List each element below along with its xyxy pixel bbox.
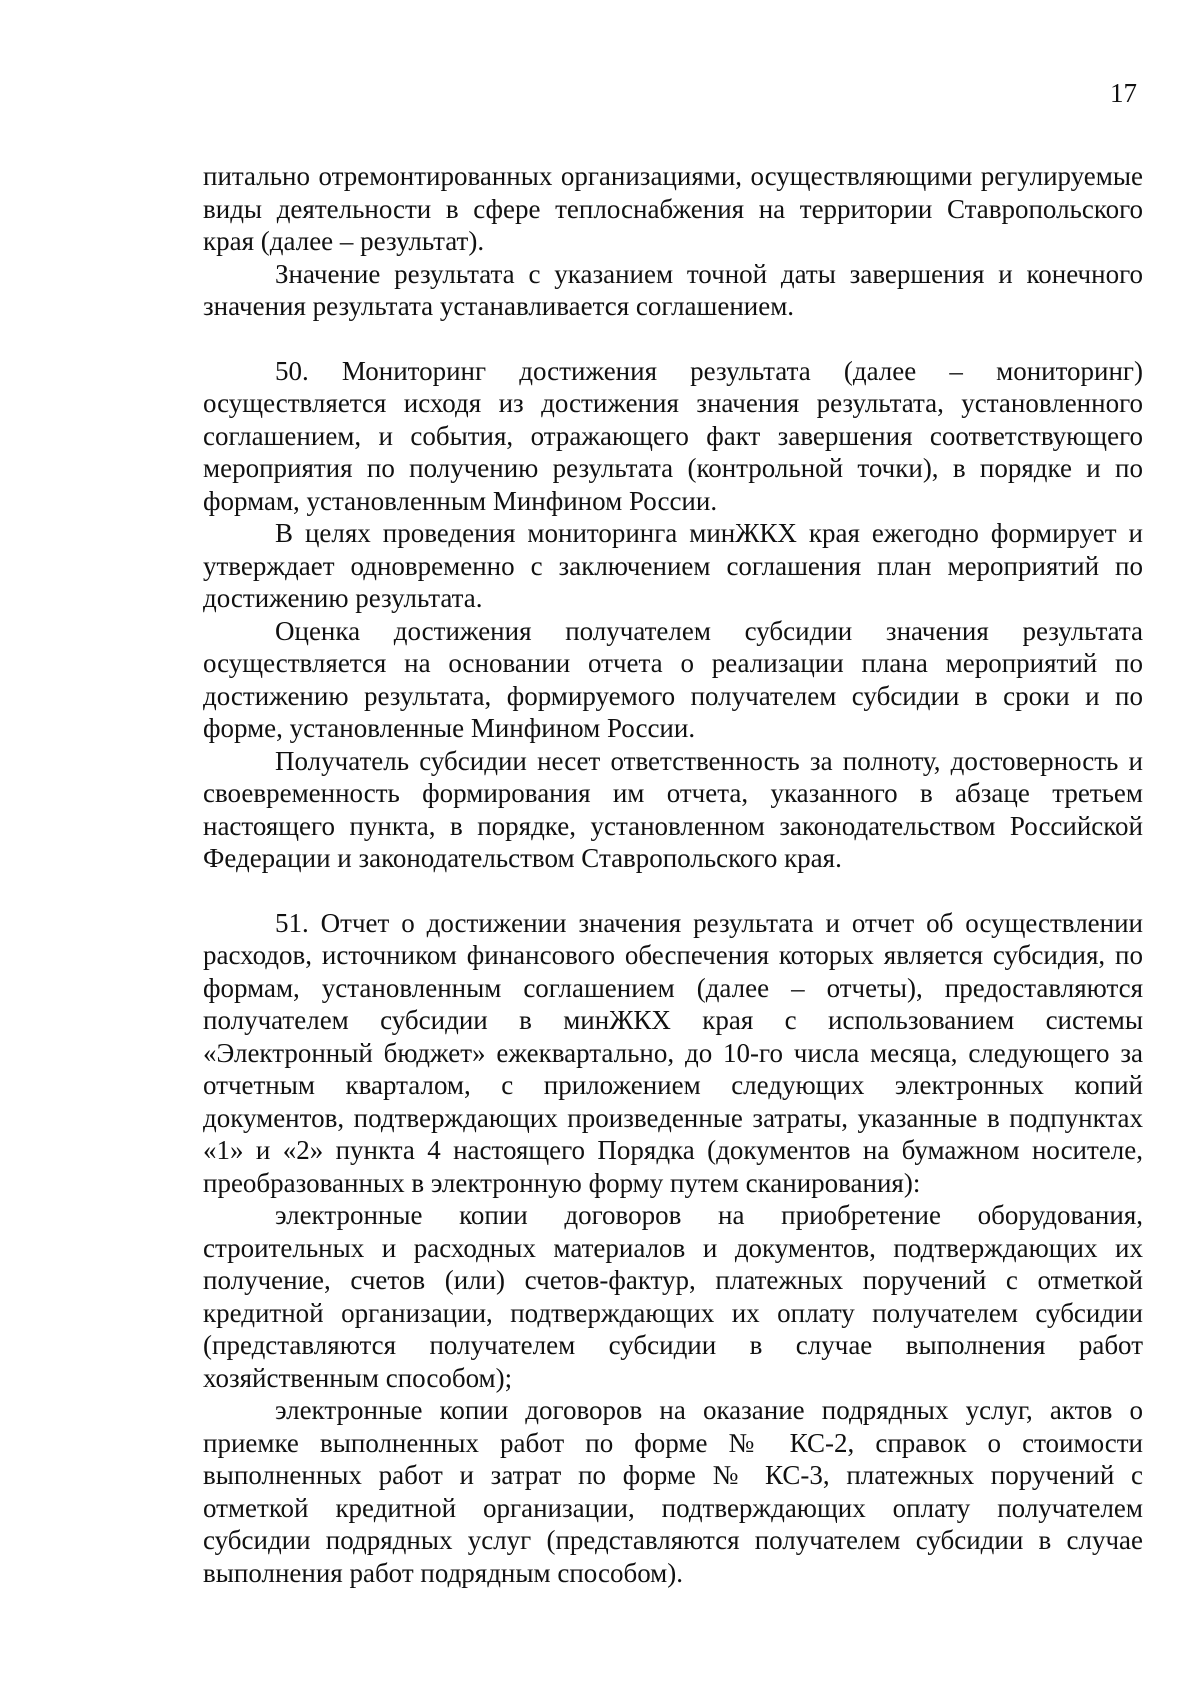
paragraph-continuation: питально отремонтированных организациями, осуществляющими регулируемые виды деятельности в сфере теплоснабжения на территории Ставропольского края (далее – результат).	[203, 161, 1143, 256]
page-number: 17	[1110, 78, 1137, 108]
paragraph: В целях проведения мониторинга минЖКХ края ежегодно формирует и утверждает одновременно с заключением соглашения план мероприятий по достижению результата.	[203, 518, 1143, 613]
paragraph-list-item: электронные копии договоров на оказание подрядных услуг, актов о приемке выполненных работ по форме № КС-2, справок о стоимости выполненных работ и затрат по форме № КС-3, платежных поручений с отметкой кредитной организации, подтверждающих оплату получателем субсидии подрядных услуг (представляются получателем субсидии в случае выполнения работ подрядным способом).	[203, 1395, 1143, 1588]
paragraph: Оценка достижения получателем субсидии значения результата осуществляется на основании отчета о реализации плана мероприятий по достижению результата, формируемого получателем субсидии в сроки и по форме, установленные Минфином России.	[203, 615, 1143, 743]
document-body	[203, 160, 1143, 1589]
paragraph: Значение результата с указанием точной даты завершения и конечного значения результата устанавливается соглашением.	[203, 258, 1143, 321]
paragraph-item-50: 50. Мониторинг достижения результата (далее – мониторинг) осуществляется исходя из достижения значения результата, установленного соглашением, и события, отражающего факт завершения соответствующего мероприятия по получению результата (контрольной точки), в порядке и по формам, установленным Минфином России.	[203, 355, 1143, 516]
paragraph-item-51: 51. Отчет о достижении значения результата и отчет об осуществлении расходов, источником финансового обеспечения которых является субсидия, по формам, установленным соглашением (далее – отчеты), предоставляются получателем субсидии в минЖКХ края с использованием системы «Электронный бюджет» ежеквартально, до 10-го числа месяца, следующего за отчетным кварталом, с приложением следующих электронных копий документов, подтверждающих произведенные затраты, указанные в подпунктах «1» и «2» пункта 4 настоящего Порядка (документов на бумажном носителе, преобразованных в электронную форму путем сканирования):	[203, 907, 1143, 1198]
paragraph-list-item: электронные копии договоров на приобретение оборудования, строительных и расходных материалов и документов, подтверждающих их получение, счетов (или) счетов-фактур, платежных поручений с отметкой кредитной организации, подтверждающих их оплату получателем субсидии (представляются получателем субсидии в случае выполнения работ хозяйственным способом);	[203, 1200, 1143, 1393]
paragraph: Получатель субсидии несет ответственность за полноту, достоверность и своевременность формирования им отчета, указанного в абзаце третьем настоящего пункта, в порядке, установленном законодательством Российской Федерации и законодательством Ставропольского края.	[203, 745, 1143, 873]
